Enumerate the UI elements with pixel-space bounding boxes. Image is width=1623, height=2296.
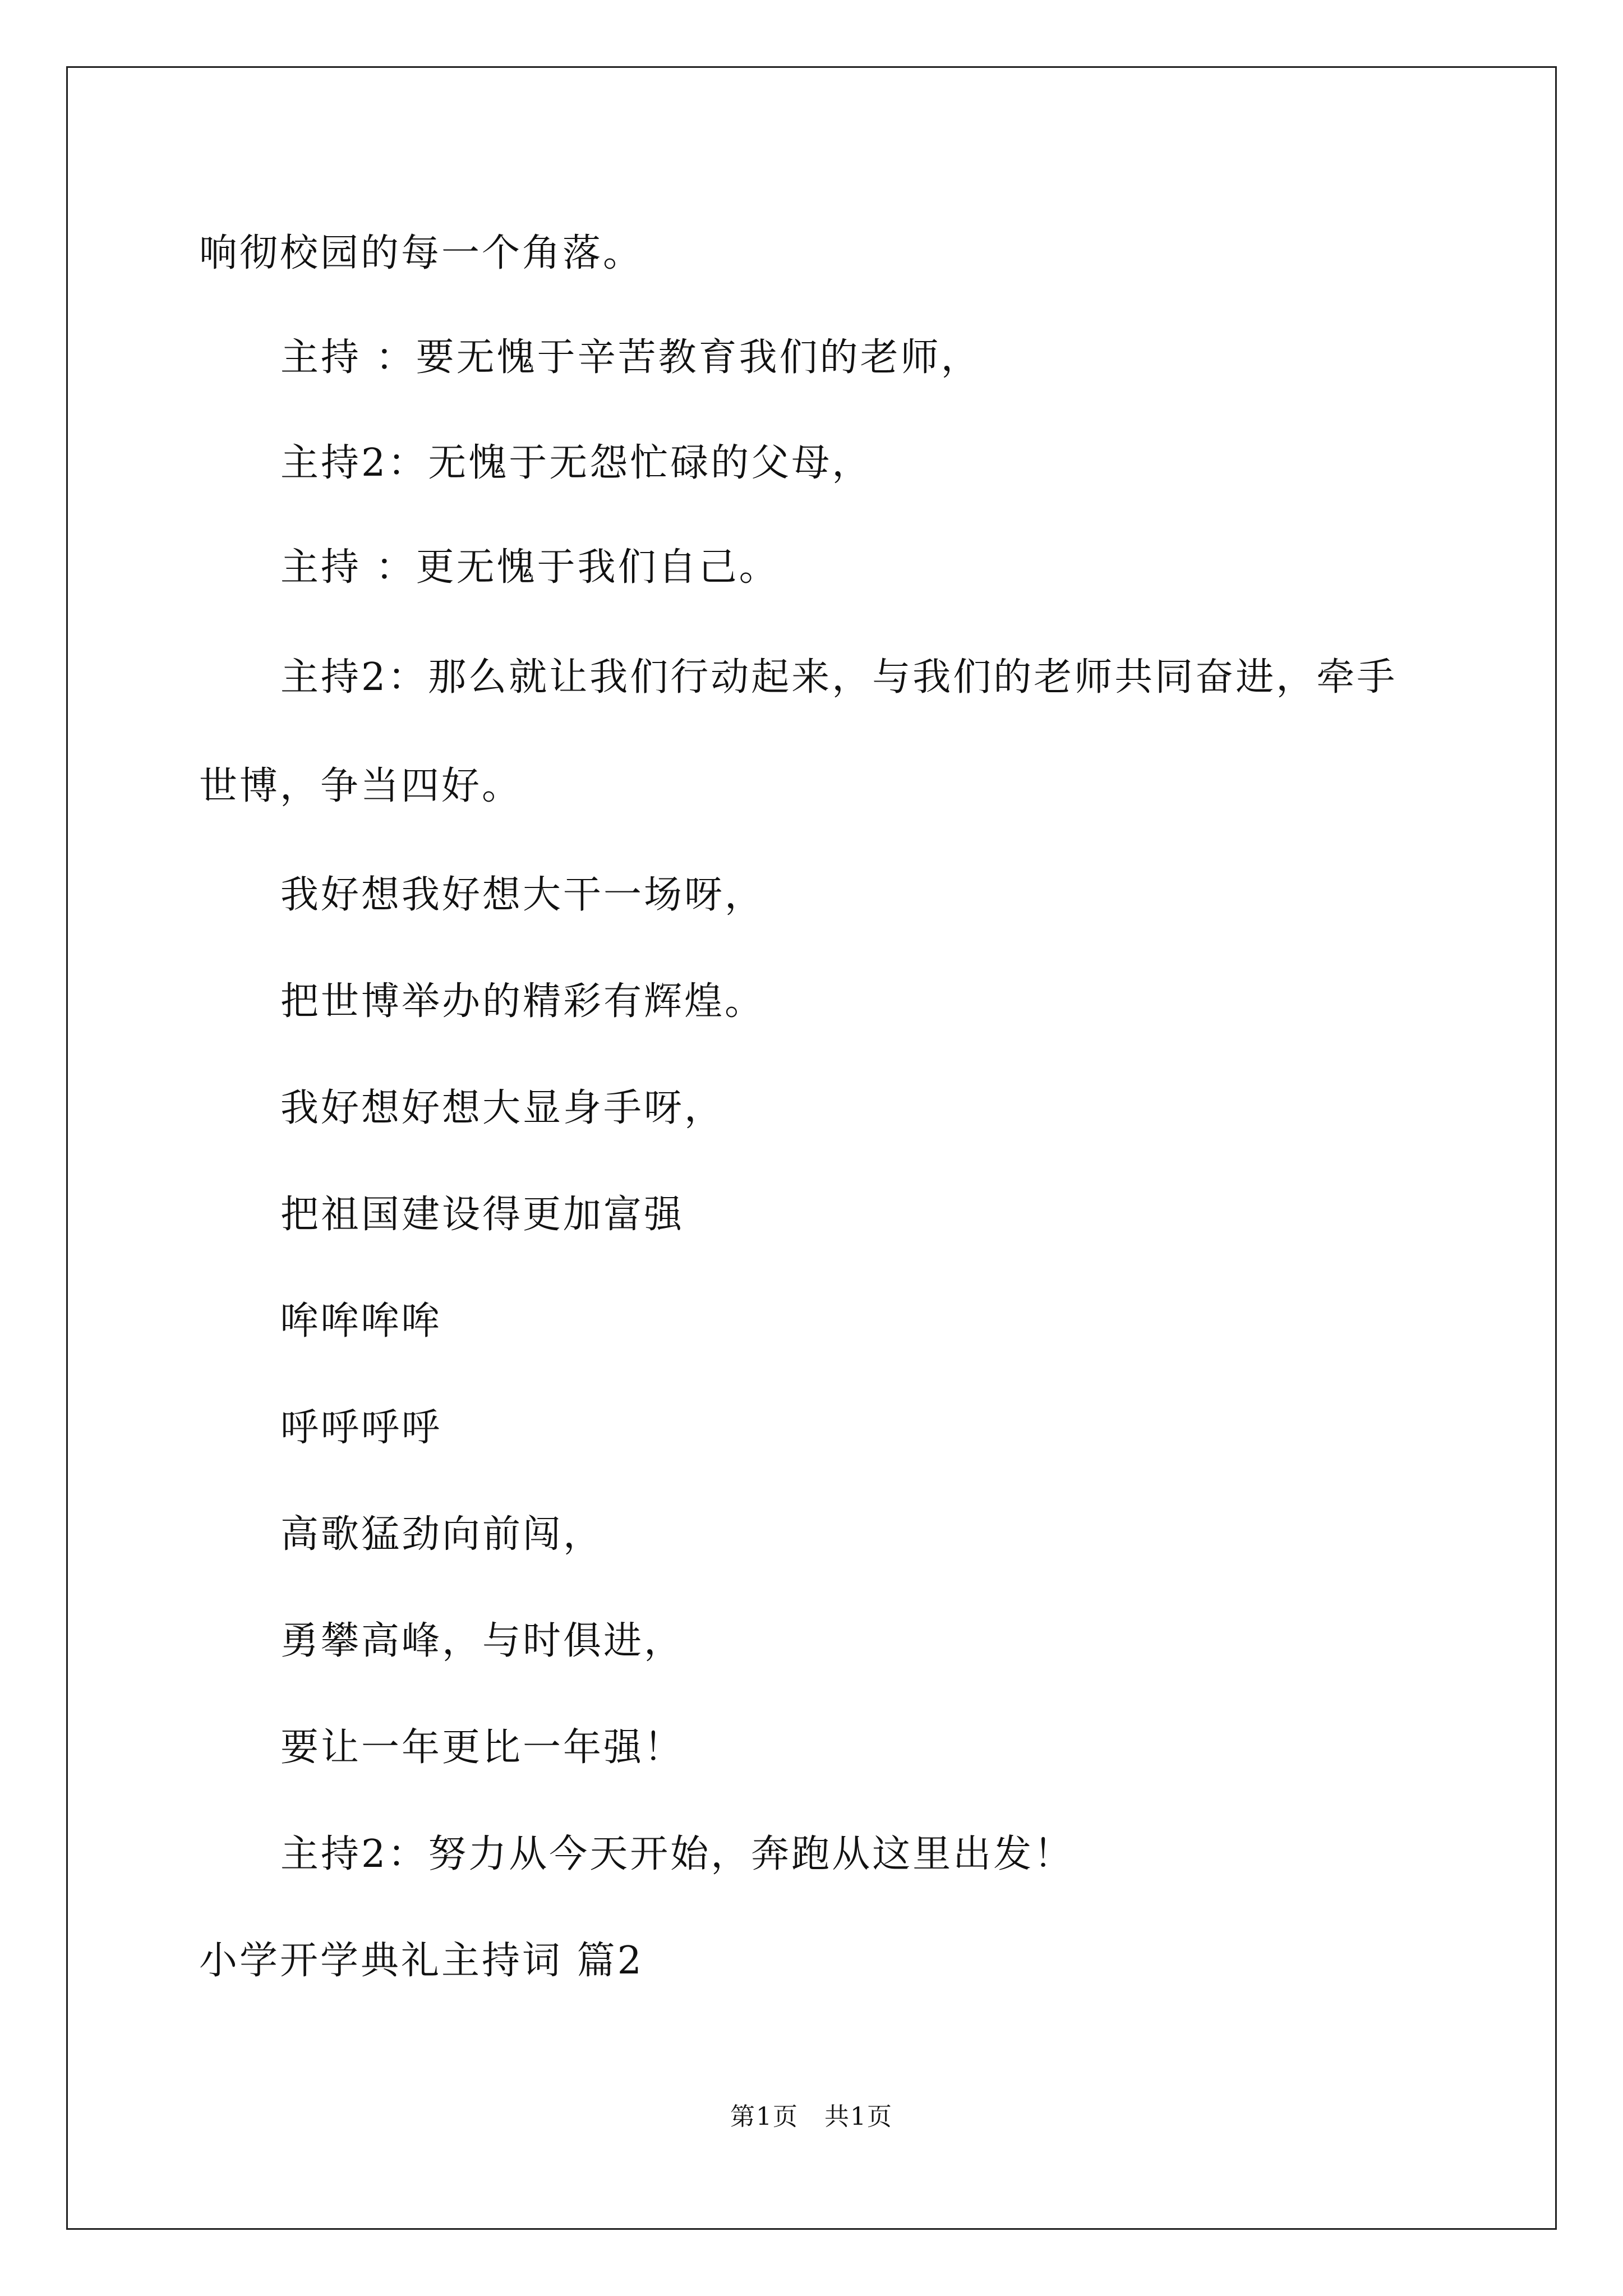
text-line: 我好想我好想大干一场呀， (280, 873, 766, 917)
page-footer: 第1页 共1页 (730, 2102, 893, 2131)
text-line: 响彻校园的每一个角落。 (199, 231, 644, 275)
text-line: 高歌猛劲向前闯， (280, 1512, 604, 1557)
text-line: 勇攀高峰，与时俱进， (280, 1619, 685, 1663)
text-line: 呼呼呼呼 (280, 1406, 442, 1450)
page-border (66, 66, 1557, 2230)
text-line: 我好想好想大显身手呀， (280, 1086, 725, 1130)
text-line: 主持2：努力从今天开始，奔跑从这里出发！ (280, 1832, 1075, 1876)
text-line: 要让一年更比一年强！ (280, 1726, 685, 1770)
text-line: 哞哞哞哞 (280, 1299, 442, 1343)
text-line: 主持 ：要无愧于辛苦教育我们的老师， (280, 335, 981, 380)
text-line: 把世博举办的精彩有辉煌。 (280, 979, 766, 1024)
section-heading: 小学开学典礼主持词 篇2 (199, 1939, 644, 1983)
text-line: 世博，争当四好。 (199, 764, 523, 808)
text-line: 把祖国建设得更加富强 (280, 1193, 685, 1237)
text-line: 主持2：那么就让我们行动起来，与我们的老师共同奋进，牵手 (280, 655, 1398, 700)
text-line: 主持 ：更无愧于我们自己。 (280, 545, 780, 590)
text-line: 主持2：无愧于无怨忙碌的父母， (280, 441, 873, 485)
